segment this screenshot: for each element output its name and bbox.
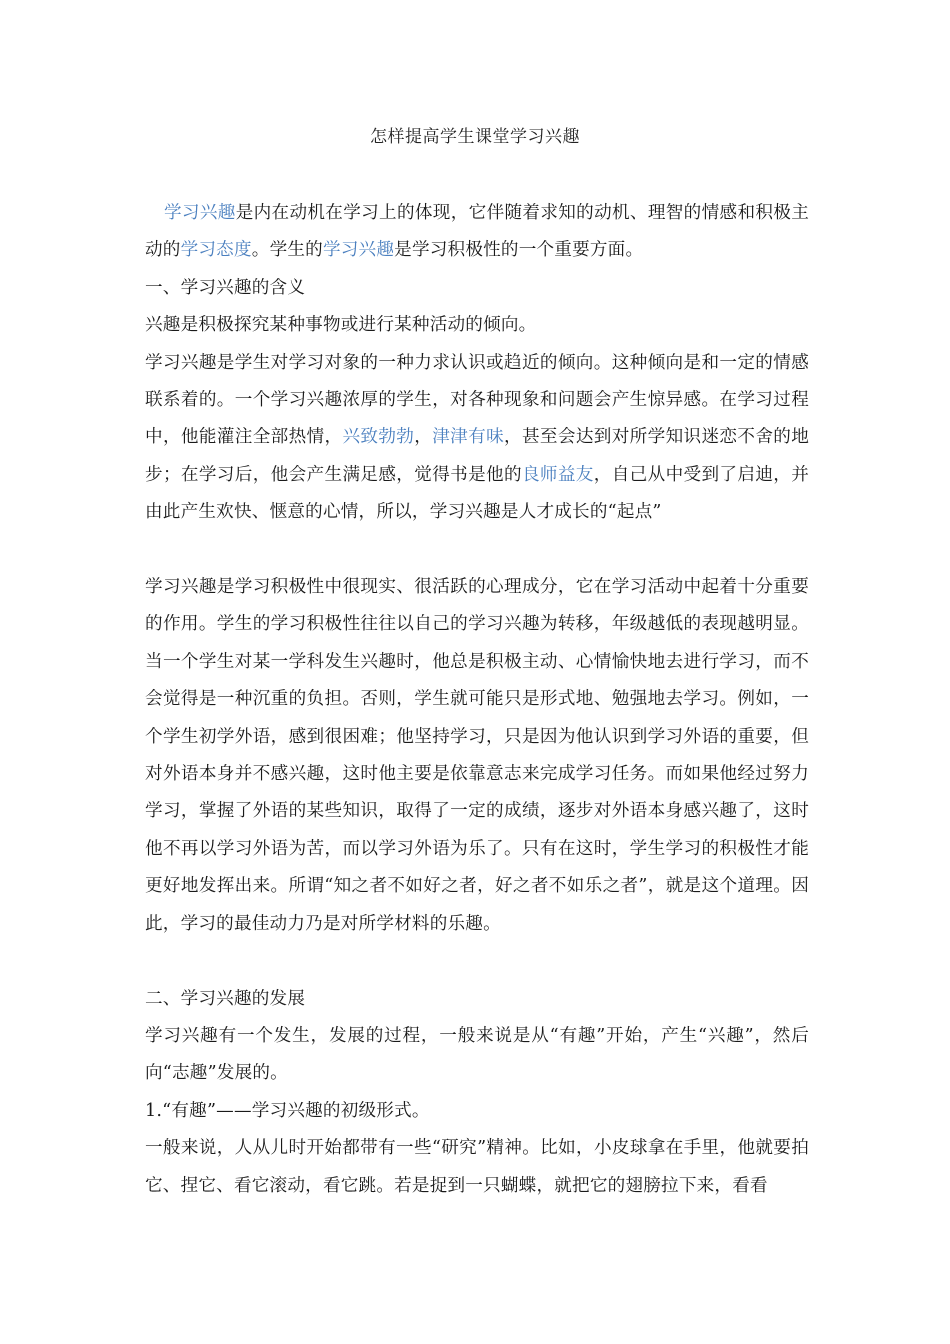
section-heading-2: 二、学习兴趣的发展 — [145, 988, 306, 1009]
text-segment: 是学习积极性的一个重要方面。 — [394, 240, 644, 261]
document-body — [145, 195, 809, 1205]
link-xingzhibobo[interactable]: 兴致勃勃 — [342, 427, 415, 448]
blank-line — [145, 532, 809, 569]
subsection-heading-1: 1.“有趣”——学习兴趣的初级形式。 — [145, 1100, 430, 1121]
text-segment: 是内在动机在学习上的体现，它伴随着求知的动机、理智的情感和积极主动的 — [145, 203, 809, 261]
paragraph-meaning — [145, 345, 809, 532]
blank-line — [145, 943, 809, 980]
link-jinjinyouwei[interactable]: 津津有味 — [432, 427, 505, 448]
paragraph-definition: 兴趣是积极探究某种事物或进行某种活动的倾向。 — [145, 315, 537, 336]
link-learning-attitude[interactable]: 学习态度 — [180, 240, 252, 261]
text-segment: ，自己从中受到了启迪，并由此产生欢快、惬意的心情，所以，学习兴趣是人才成长的“起点” — [145, 464, 810, 523]
section-heading-1: 一、学习兴趣的含义 — [145, 277, 306, 298]
paragraph-importance: 学习兴趣是学习积极性中很现实、很活跃的心理成分，它在学习活动中起着十分重要的作用。学生的学习积极性往往以自己的学习兴趣为转移，年级越低的表现越明显。当一个学生对某一学科发生兴趣时，他总是积极主动、心情愉快地去进行学习，而不会觉得是一种沉重的负担。否则，学生就可能只是形式地、勉强地去学习。例如，一个学生初学外语，感到很困难；他坚持学习，只是因为他认识到学习外语的重要，但对外语本身并不感兴趣，这时他主要是依靠意志来完成学习任务。而如果他经过努力学习，掌握了外语的某些知识，取得了一定的成绩，逐步对外语本身感兴趣了，这时他不再以学习外语为苦，而以学习外语为乐了。只有在这时，学生学习的积极性才能更好地发挥出来。所谓“知之者不如好之者，好之者不如乐之者”，就是这个道理。因此，学习的最佳动力乃是对所学材料的乐趣。 — [145, 577, 809, 934]
link-learning-interest-2[interactable]: 学习兴趣 — [322, 240, 395, 261]
paragraph-intro — [145, 195, 809, 270]
text-segment: ，甚至会达到对所学知识迷恋不舍的地步；在学习后，他会产生满足感，觉得书是他的 — [145, 427, 810, 485]
paragraph-development: 学习兴趣有一个发生，发展的过程，一般来说是从“有趣”开始，产生“兴趣”，然后向“志趣”发展的。 — [145, 1025, 809, 1084]
paragraph-curiosity: 一般来说，人从儿时开始都带有一些“研究”精神。比如，小皮球拿在手里，他就要拍它、捏它、看它滚动，看它跳。若是捉到一只蝴蝶，就把它的翅膀拉下来，看看 — [145, 1138, 809, 1196]
text-segment: ， — [414, 427, 433, 448]
page-title: 怎样提高学生课堂学习兴趣 — [370, 127, 580, 147]
text-segment: 。学生的 — [251, 240, 323, 261]
link-learning-interest[interactable]: 学习兴趣 — [164, 203, 236, 223]
text-segment: 学习兴趣是学生对学习对象的一种力求认识或趋近的倾向。这种倾向是和一定的情感联系着的。一个学习兴趣浓厚的学生，对各种现象和问题会产生惊异感。在学习过程中，他能灌注全部热情， — [145, 352, 809, 448]
link-liangshiyiyou[interactable]: 良师益友 — [521, 464, 594, 485]
